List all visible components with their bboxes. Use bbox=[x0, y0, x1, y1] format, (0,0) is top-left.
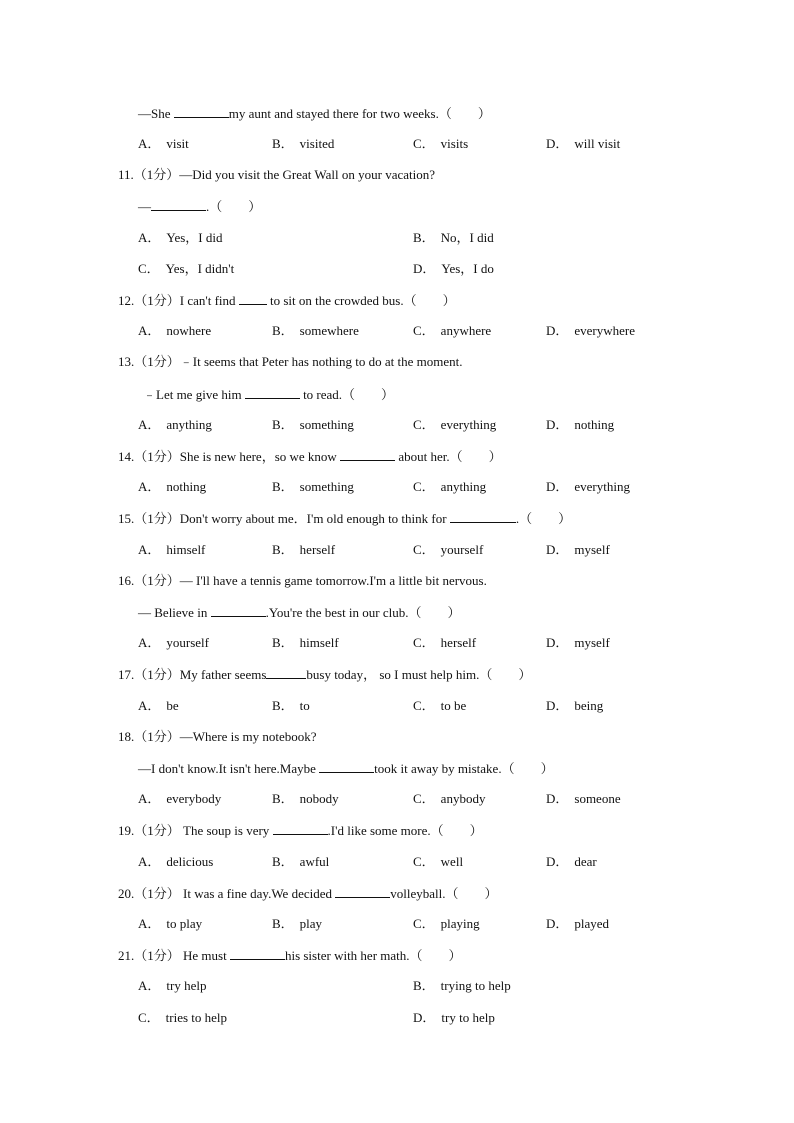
q14-option-b[interactable]: B． something bbox=[272, 479, 354, 494]
q16-question: 16.（1分）— I'll have a tennis game tomorrow.I'm a little bit nervous. bbox=[118, 573, 487, 588]
q14-option-a[interactable]: A． nothing bbox=[138, 479, 207, 494]
q20-option-b[interactable]: B． play bbox=[272, 916, 323, 931]
q19-option-c[interactable]: C． well bbox=[413, 854, 464, 869]
answer-blank[interactable] bbox=[239, 292, 267, 305]
q20-option-c[interactable]: C． playing bbox=[413, 916, 480, 931]
q10-option-b[interactable]: B． visited bbox=[272, 136, 335, 151]
q21-option-b[interactable]: B． trying to help bbox=[413, 978, 511, 993]
q18-question: 18.（1分）—Where is my notebook? bbox=[118, 729, 317, 744]
q21-option-c[interactable]: C． tries to help bbox=[138, 1010, 228, 1025]
q16-option-a[interactable]: A． yourself bbox=[138, 635, 209, 650]
q19-option-d[interactable]: D． dear bbox=[546, 854, 597, 869]
q15-option-d[interactable]: D． myself bbox=[546, 542, 610, 557]
q10-option-c[interactable]: C． visits bbox=[413, 136, 469, 151]
q11-option-b[interactable]: B． No，I did bbox=[413, 230, 494, 245]
q14-option-d[interactable]: D． everything bbox=[546, 479, 630, 494]
q12-question: 12.（1分）I can't find to sit on the crowded bus.（ ） bbox=[118, 293, 456, 308]
q11-question: 11.（1分）—Did you visit the Great Wall on your vacation? bbox=[118, 167, 436, 182]
q20-option-d[interactable]: D． played bbox=[546, 916, 610, 931]
answer-blank[interactable] bbox=[319, 760, 374, 773]
q17-option-c[interactable]: C． to be bbox=[413, 698, 467, 713]
q14-question: 14.（1分）She is new here，so we know about her.（ ） bbox=[118, 449, 502, 464]
answer-blank[interactable] bbox=[230, 947, 285, 960]
q15-option-b[interactable]: B． herself bbox=[272, 542, 336, 557]
q10-option-d[interactable]: D． will visit bbox=[546, 136, 621, 151]
answer-blank[interactable] bbox=[245, 386, 300, 399]
q21-question: 21.（1分） He must his sister with her math.（ ） bbox=[118, 948, 462, 963]
q15-option-c[interactable]: C． yourself bbox=[413, 542, 484, 557]
q12-option-c[interactable]: C． anywhere bbox=[413, 323, 492, 338]
q13-option-d[interactable]: D． nothing bbox=[546, 417, 615, 432]
q12-option-d[interactable]: D． everywhere bbox=[546, 323, 636, 338]
q21-option-d[interactable]: D． try to help bbox=[413, 1010, 495, 1025]
q15-option-a[interactable]: A． himself bbox=[138, 542, 206, 557]
q13-line2: ﹣Let me give him to read.（ ） bbox=[143, 387, 395, 402]
answer-blank[interactable] bbox=[450, 510, 516, 523]
answer-blank[interactable] bbox=[340, 448, 395, 461]
q16-option-d[interactable]: D． myself bbox=[546, 635, 610, 650]
q17-option-b[interactable]: B． to bbox=[272, 698, 310, 713]
answer-blank[interactable] bbox=[174, 105, 229, 118]
q19-option-b[interactable]: B． awful bbox=[272, 854, 330, 869]
q17-option-d[interactable]: D． being bbox=[546, 698, 604, 713]
q11-option-a[interactable]: A． Yes，I did bbox=[138, 230, 223, 245]
answer-blank[interactable] bbox=[211, 604, 266, 617]
q12-option-a[interactable]: A． nowhere bbox=[138, 323, 212, 338]
q14-option-c[interactable]: C． anything bbox=[413, 479, 487, 494]
q16-line2: — Believe in .You're the best in our club.（ ） bbox=[138, 605, 461, 620]
answer-blank[interactable] bbox=[151, 198, 206, 211]
q21-option-a[interactable]: A． try help bbox=[138, 978, 207, 993]
answer-blank[interactable] bbox=[335, 885, 390, 898]
q15-question: 15.（1分）Don't worry about me．I'm old enough to think for .（ ） bbox=[118, 511, 572, 526]
answer-blank[interactable] bbox=[273, 822, 328, 835]
q10-option-a[interactable]: A． visit bbox=[138, 136, 189, 151]
q11-option-c[interactable]: C． Yes，I didn't bbox=[138, 261, 235, 276]
q13-option-a[interactable]: A． anything bbox=[138, 417, 212, 432]
q18-line2: —I don't know.It isn't here.Maybe took it away by mistake.（ ） bbox=[138, 761, 554, 776]
q13-option-c[interactable]: C． everything bbox=[413, 417, 497, 432]
q13-question: 13.（1分）﹣It seems that Peter has nothing to do at the moment. bbox=[118, 354, 463, 369]
q16-option-b[interactable]: B． himself bbox=[272, 635, 339, 650]
q12-option-b[interactable]: B． somewhere bbox=[272, 323, 359, 338]
q11-line2: — .（ ） bbox=[138, 199, 262, 214]
q20-question: 20.（1分） It was a fine day.We decided volleyball.（ ） bbox=[118, 886, 498, 901]
answer-blank[interactable] bbox=[266, 666, 306, 679]
q19-question: 19.（1分） The soup is very .I'd like some more.（ ） bbox=[118, 823, 483, 838]
q11-option-d[interactable]: D． Yes，I do bbox=[413, 261, 494, 276]
q10-line: —She my aunt and stayed there for two weeks.（ ） bbox=[138, 106, 491, 121]
q19-option-a[interactable]: A． delicious bbox=[138, 854, 214, 869]
q17-question: 17.（1分）My father seems busy today， so I must help him.（ ） bbox=[118, 667, 532, 682]
q18-option-c[interactable]: C． anybody bbox=[413, 791, 486, 806]
q13-option-b[interactable]: B． something bbox=[272, 417, 354, 432]
q18-option-d[interactable]: D． someone bbox=[546, 791, 621, 806]
q17-option-a[interactable]: A． be bbox=[138, 698, 179, 713]
q20-option-a[interactable]: A． to play bbox=[138, 916, 203, 931]
q16-option-c[interactable]: C． herself bbox=[413, 635, 477, 650]
q18-option-a[interactable]: A． everybody bbox=[138, 791, 222, 806]
q18-option-b[interactable]: B． nobody bbox=[272, 791, 339, 806]
